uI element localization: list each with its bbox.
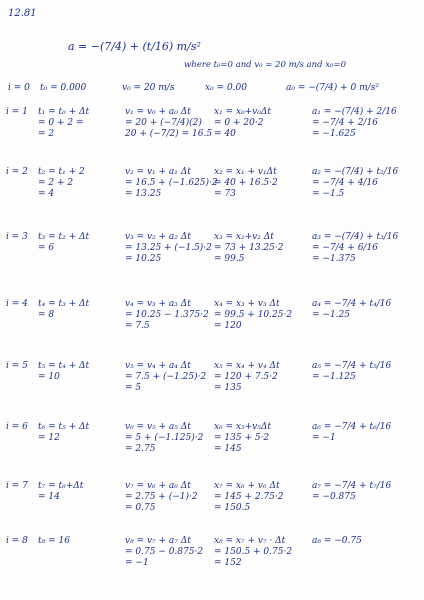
step-index-label: i = 6 xyxy=(6,422,28,432)
time-line: = 14 xyxy=(38,492,60,502)
velocity-line: v₁ = v₀ + a₀ Δt xyxy=(125,107,191,117)
time-line: t₆ = t₅ + Δt xyxy=(38,422,90,432)
position-line: = 0 + 20·2 xyxy=(214,118,264,128)
index-label: i = 0 xyxy=(8,83,30,93)
acceleration-line: a₅ = −7/4 + t₅/16 xyxy=(312,361,392,371)
velocity-line: = 0.75 xyxy=(125,503,156,513)
velocity-line: v₅ = v₄ + a₄ Δt xyxy=(125,361,191,371)
time-line: = 6 xyxy=(38,243,55,253)
time-line: = 2 + 2 xyxy=(38,178,74,188)
acceleration-line: = −7/4 + 4/16 xyxy=(312,178,378,188)
position-line: x₂ = x₁ + v₁Δt xyxy=(214,167,277,177)
time-line: t₃ = t₂ + Δt xyxy=(38,232,90,242)
velocity-line: = 10.25 xyxy=(125,254,162,264)
acceleration-line: a₆ = −7/4 + t₆/16 xyxy=(312,422,392,432)
position-line: x₄ = x₃ + v₃ Δt xyxy=(214,299,280,309)
acceleration-line: = −7/4 + 6/16 xyxy=(312,243,378,253)
position-line: x₈ = x₇ + v₇ · Δt xyxy=(214,536,286,546)
position-line: = 135 xyxy=(214,383,242,393)
time-line: t₂ = t₁ + 2 xyxy=(38,167,85,177)
acceleration-line: a₂ = −(7/4) + t₂/16 xyxy=(312,167,399,177)
time-line: t₇ = t₆+Δt xyxy=(38,481,84,491)
acceleration-line: a₈ = −0.75 xyxy=(312,536,362,546)
velocity-line: = 16.5 + (−1.625)·2 xyxy=(125,178,218,188)
position-line: = 40 xyxy=(214,129,236,139)
time-line: t₅ = t₄ + Δt xyxy=(38,361,90,371)
velocity-line: = 13.25 + (−1.5)·2 xyxy=(125,243,212,253)
position-line: x₁ = x₀+v₀Δt xyxy=(214,107,271,117)
velocity-line: = 2.75 xyxy=(125,444,156,454)
initial-conditions: where t₀=0 and v₀ = 20 m/s and x₀=0 xyxy=(184,60,346,70)
position-line: = 40 + 16.5·2 xyxy=(214,178,278,188)
position-line: = 120 xyxy=(214,321,242,331)
position-line: = 150.5 + 0.75·2 xyxy=(214,547,293,557)
velocity-line: v₆ = v₅ + a₅ Δt xyxy=(125,422,191,432)
acceleration-line: = −1.375 xyxy=(312,254,356,264)
time-line: = 10 xyxy=(38,372,60,382)
acceleration-equation: a = −(7/4) + (t/16) m/s² xyxy=(68,40,201,53)
velocity-line: v₄ = v₃ + a₃ Δt xyxy=(125,299,191,309)
position-line: = 99.5 + 10.25·2 xyxy=(214,310,293,320)
time-line: t₈ = 16 xyxy=(38,536,70,546)
velocity-line: = 20 + (−7/4)(2) xyxy=(125,118,202,128)
velocity-line: v₂ = v₁ + a₁ Δt xyxy=(125,167,191,177)
initial-position: x₀ = 0.00 xyxy=(205,83,247,93)
time-line: = 8 xyxy=(38,310,55,320)
time-line: = 12 xyxy=(38,433,60,443)
acceleration-line: a₁ = −(7/4) + 2/16 xyxy=(312,107,397,117)
position-line: = 145 + 2.75·2 xyxy=(214,492,284,502)
velocity-line: = 5 xyxy=(125,383,142,393)
position-line: = 99.5 xyxy=(214,254,245,264)
step-index-label: i = 2 xyxy=(6,167,28,177)
position-line: x₅ = x₄ + v₄ Δt xyxy=(214,361,280,371)
velocity-line: 20 + (−7/2) = 16.5 xyxy=(125,129,213,139)
acceleration-line: a₃ = −(7/4) + t₃/16 xyxy=(312,232,399,242)
position-line: = 135 + 5·2 xyxy=(214,433,270,443)
time-line: t₄ = t₃ + Δt xyxy=(38,299,90,309)
velocity-line: v₃ = v₂ + a₂ Δt xyxy=(125,232,191,242)
velocity-line: v₈ = v₇ + a₇ Δt xyxy=(125,536,191,546)
velocity-line: = 13.25 xyxy=(125,189,162,199)
step-index-label: i = 3 xyxy=(6,232,28,242)
velocity-line: = −1 xyxy=(125,558,149,568)
step-index-label: i = 1 xyxy=(6,107,28,117)
position-line: = 73 + 13.25·2 xyxy=(214,243,284,253)
step-index-label: i = 7 xyxy=(6,481,28,491)
position-line: x₃ = x₂+v₂ Δt xyxy=(214,232,274,242)
position-line: x₇ = x₆ + v₆ Δt xyxy=(214,481,280,491)
velocity-line: = 5 + (−1.125)·2 xyxy=(125,433,204,443)
velocity-line: = 2.75 + (−1)·2 xyxy=(125,492,198,502)
position-line: x₆ = x₅+v₅Δt xyxy=(214,422,271,432)
acceleration-line: a₄ = −7/4 + t₄/16 xyxy=(312,299,392,309)
acceleration-line: = −0.875 xyxy=(312,492,356,502)
initial-velocity: v₀ = 20 m/s xyxy=(122,83,175,93)
position-line: = 152 xyxy=(214,558,242,568)
position-line: = 73 xyxy=(214,189,236,199)
velocity-line: v₇ = v₆ + a₆ Δt xyxy=(125,481,191,491)
acceleration-line: a₇ = −7/4 + t₇/16 xyxy=(312,481,392,491)
acceleration-line: = −1.5 xyxy=(312,189,345,199)
position-line: = 120 + 7.5·2 xyxy=(214,372,278,382)
initial-time: t₀ = 0.000 xyxy=(40,83,87,93)
time-line: t₁ = t₀ + Δt xyxy=(38,107,90,117)
step-index-label: i = 8 xyxy=(6,536,28,546)
acceleration-line: = −1.25 xyxy=(312,310,350,320)
initial-acceleration: a₀ = −(7/4) + 0 m/s² xyxy=(286,83,379,93)
velocity-line: = 0.75 − 0.875·2 xyxy=(125,547,204,557)
acceleration-line: = −7/4 + 2/16 xyxy=(312,118,378,128)
velocity-line: = 7.5 xyxy=(125,321,150,331)
step-index-label: i = 5 xyxy=(6,361,28,371)
acceleration-line: = −1 xyxy=(312,433,336,443)
position-line: = 145 xyxy=(214,444,242,454)
acceleration-line: = −1.125 xyxy=(312,372,356,382)
problem-number: 12.81 xyxy=(8,8,37,19)
position-line: = 150.5 xyxy=(214,503,251,513)
time-line: = 0 + 2 = xyxy=(38,118,84,128)
step-index-label: i = 4 xyxy=(6,299,28,309)
acceleration-line: = −1.625 xyxy=(312,129,356,139)
velocity-line: = 7.5 + (−1.25)·2 xyxy=(125,372,207,382)
time-line: = 2 xyxy=(38,129,55,139)
time-line: = 4 xyxy=(38,189,55,199)
velocity-line: = 10.25 − 1.375·2 xyxy=(125,310,209,320)
